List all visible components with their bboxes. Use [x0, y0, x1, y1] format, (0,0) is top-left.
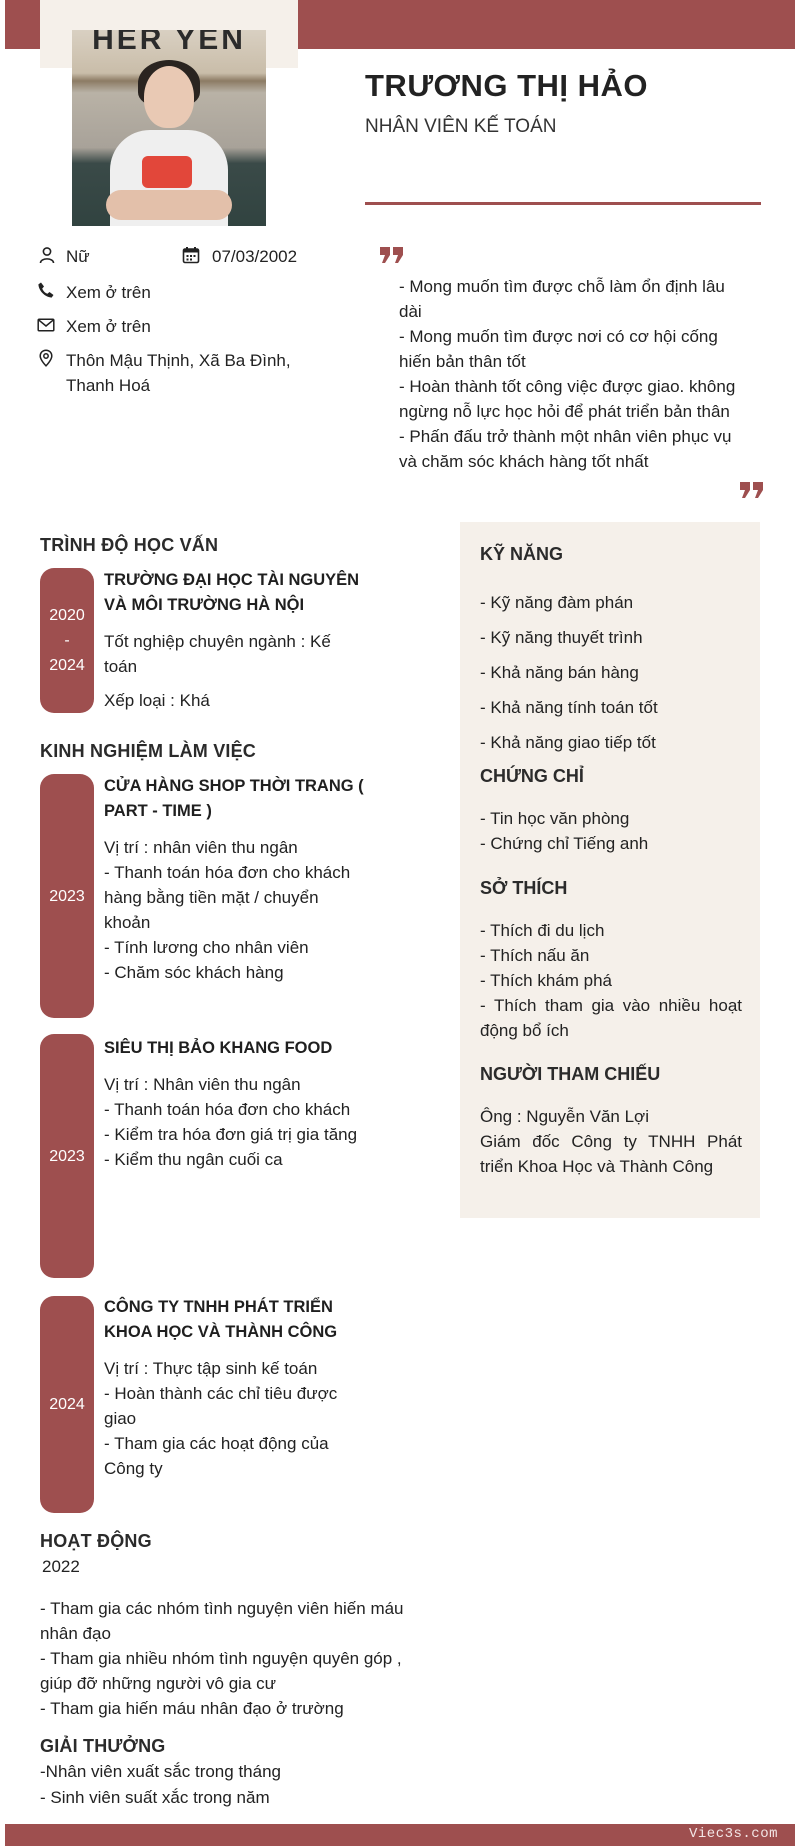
- bottom-accent-bar: [5, 1824, 795, 1846]
- address-value: Thôn Mậu Thịnh, Xã Ba Đình, Thanh Hoá: [66, 351, 291, 395]
- education-grade: Xếp loại : Khá: [104, 691, 210, 710]
- reference-name: Ông : Nguyễn Văn Lợi: [480, 1107, 649, 1126]
- objective-line: - Mong muốn tìm được chỗ làm ổn định lâu dài: [399, 277, 725, 321]
- experience-details: Vị trí : Thực tập sinh kế toán - Hoàn thành các chỉ tiêu được giao - Tham gia các hoạt động của Công ty: [104, 1359, 338, 1478]
- quote-open-icon: [379, 246, 405, 264]
- certificate-item: - Tin học văn phòng: [480, 809, 630, 828]
- experience-company: CÔNG TY TNHH PHÁT TRIỂN KHOA HỌC VÀ THÀNH CÔNG: [104, 1298, 338, 1341]
- hobby-item: - Thích nấu ăn: [480, 946, 590, 965]
- skills-panel: [460, 522, 760, 1218]
- award-item: - Sinh viên suất xắc trong năm: [40, 1788, 270, 1807]
- hobby-item: - Thích khám phá: [480, 971, 612, 990]
- education-major: Tốt nghiệp chuyên ngành : Kế toán: [104, 632, 331, 676]
- location-pin-icon: [37, 349, 55, 367]
- hobby-item: - Thích đi du lịch: [480, 921, 605, 940]
- photo-wall-text: HER YEN: [92, 30, 246, 56]
- experience-year-pill: 2023: [40, 774, 94, 1018]
- activities-year: 2022: [42, 1557, 80, 1576]
- gender-value: Nữ: [66, 247, 90, 266]
- references-heading: NGƯỜI THAM CHIẾU: [480, 1064, 661, 1084]
- activity-item: - Tham gia hiến máu nhân đạo ở trường: [40, 1699, 344, 1718]
- candidate-name: TRƯƠNG THỊ HẢO: [365, 68, 649, 103]
- hobbies-heading: SỞ THÍCH: [480, 878, 568, 898]
- hobby-item: - Thích tham gia vào nhiều hoạt động bổ ích: [480, 996, 742, 1040]
- reference-position: Giám đốc Công ty TNHH Phát triển Khoa Học và Thành Công: [480, 1132, 742, 1176]
- objective-line: - Hoàn thành tốt công việc được giao. không ngừng nỗ lực học hỏi để phát triển bản thân: [399, 377, 736, 421]
- title-divider: [365, 202, 761, 205]
- awards-list: [40, 1759, 410, 1811]
- skill-item: - Kỹ năng đàm phán: [480, 593, 634, 612]
- experience-details: Vị trí : nhân viên thu ngân - Thanh toán hóa đơn cho khách hàng bằng tiền mặt / chuyển khoản - Tính lương cho nhân viên - Chăm sóc khách hàng: [104, 838, 351, 982]
- skill-item: - Khả năng bán hàng: [480, 663, 639, 682]
- experience-details: Vị trí : Nhân viên thu ngân - Thanh toán hóa đơn cho khách - Kiểm tra hóa đơn giá trị gia tăng - Kiểm thu ngân cuối ca: [104, 1075, 358, 1169]
- career-objective: [399, 274, 744, 474]
- education-heading: TRÌNH ĐỘ HỌC VẤN: [40, 535, 219, 555]
- award-item: -Nhân viên xuất sắc trong tháng: [40, 1762, 281, 1781]
- activity-item: - Tham gia các nhóm tình nguyện viên hiến máu nhân đạo: [40, 1599, 404, 1643]
- experience-company: SIÊU THỊ BẢO KHANG FOOD: [104, 1039, 333, 1057]
- profile-photo: [72, 30, 266, 226]
- experience-heading: KINH NGHIỆM LÀM VIỆC: [40, 741, 257, 761]
- calendar-icon: [182, 246, 200, 264]
- reference-details: [480, 1104, 742, 1179]
- certificates-heading: CHỨNG CHỈ: [480, 766, 584, 786]
- user-icon: [38, 246, 56, 264]
- objective-line: - Phấn đấu trở thành một nhân viên phục vụ và chăm sóc khách hàng tốt nhất: [399, 427, 732, 471]
- certificates-list: [480, 806, 742, 856]
- phone-icon: [37, 281, 55, 299]
- experience-company: CỬA HÀNG SHOP THỜI TRANG ( PART - TIME ): [104, 777, 364, 820]
- mail-icon: [37, 316, 55, 334]
- skill-item: - Khả năng tính toán tốt: [480, 698, 658, 717]
- skill-item: - Khả năng giao tiếp tốt: [480, 733, 656, 752]
- skills-heading: KỸ NĂNG: [480, 544, 564, 564]
- activity-item: - Tham gia nhiều nhóm tình nguyện quyên góp , giúp đỡ những người vô gia cư: [40, 1649, 402, 1693]
- job-title: NHÂN VIÊN KẾ TOÁN: [365, 116, 557, 137]
- hobbies-list: [480, 918, 742, 1043]
- education-year-pill: 2020 - 2024: [40, 568, 94, 713]
- phone-value: Xem ở trên: [66, 283, 151, 302]
- experience-year-pill: 2023: [40, 1034, 94, 1278]
- skill-item: - Kỹ năng thuyết trình: [480, 628, 643, 647]
- skills-list: [480, 585, 742, 760]
- awards-heading: GIẢI THƯỞNG: [40, 1736, 166, 1756]
- email-value: Xem ở trên: [66, 317, 151, 336]
- quote-close-icon: [739, 481, 765, 499]
- activities-heading: HOẠT ĐỘNG: [40, 1531, 152, 1551]
- experience-year-pill: 2024: [40, 1296, 94, 1513]
- site-watermark: Viec3s.com: [688, 1826, 778, 1842]
- birthday-value: 07/03/2002: [212, 247, 298, 266]
- objective-line: - Mong muốn tìm được nơi có cơ hội cống hiến bản thân tốt: [399, 327, 718, 371]
- activities-list: [40, 1596, 410, 1721]
- certificate-item: - Chứng chỉ Tiếng anh: [480, 834, 649, 853]
- school-name: TRƯỜNG ĐẠI HỌC TÀI NGUYÊN VÀ MÔI TRƯỜNG HÀ NỘI: [104, 571, 360, 614]
